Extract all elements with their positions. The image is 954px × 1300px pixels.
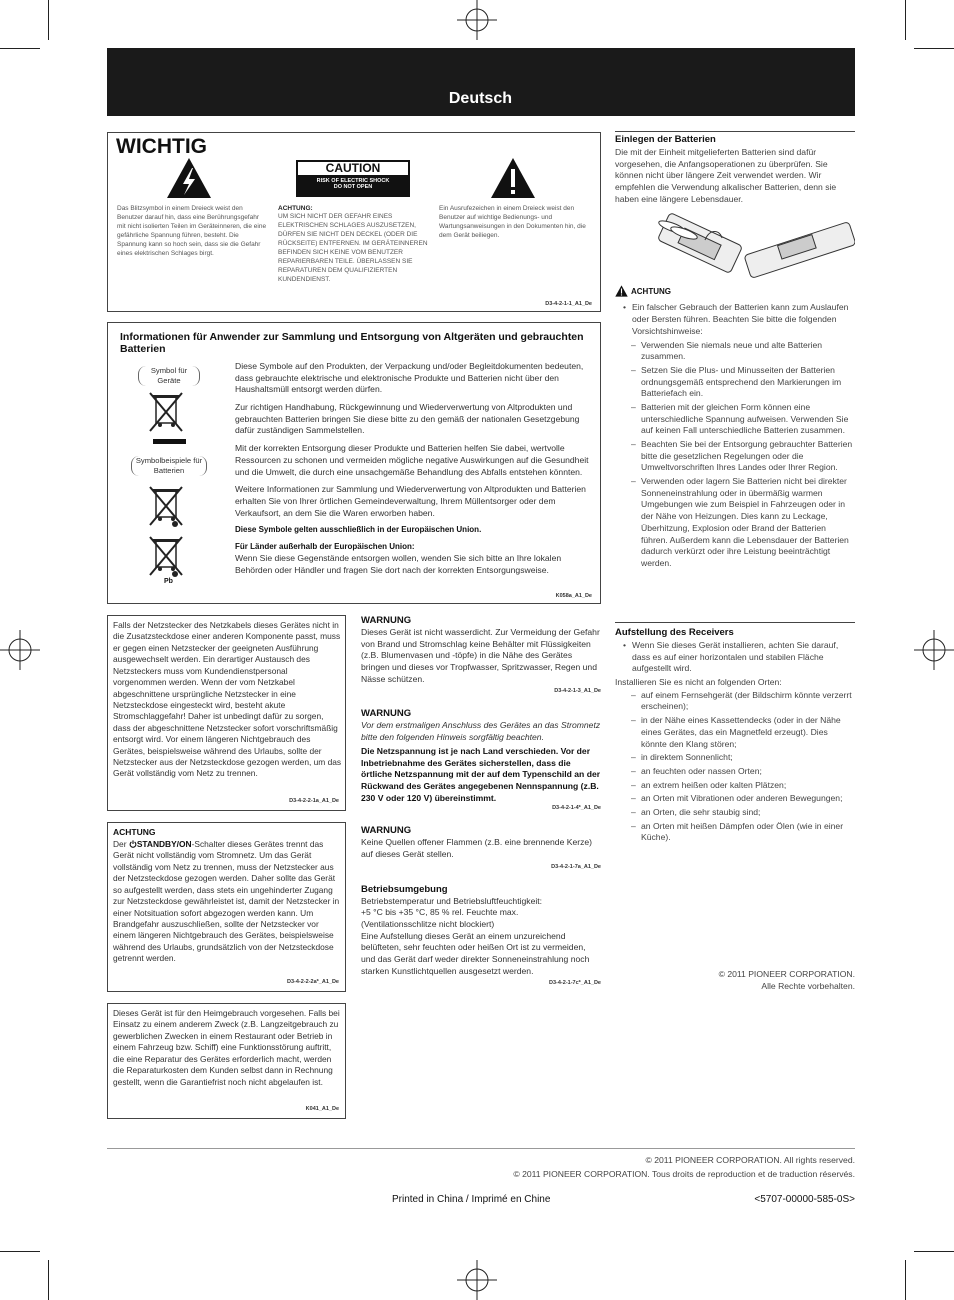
receiver-item: – an extrem heißen oder kalten Plätzen; [631,780,855,792]
symbol-batteries-text: Symbolbeispiele für Batterien [135,456,203,475]
receiver-title: Aufstellung des Receivers [615,627,734,638]
wichtig-code: D3-4-2-1-1_A1_De [545,301,592,307]
plug-text: Falls der Netzstecker des Netzkabels dieses Gerätes nicht in die Zusatzsteckdose einer anderen Komponente passt, muss er gegen einen Netzstecker der geeigneten Ausführung ausgewechselt werden. Ein derartiger Austausch des Netzsteckers muss vom Kundendienstpersonal vorgenommen werden. Wenn der vom Netzkabel abgeschnittene ursprüngliche Netzstecker in eine Netzsteckdose eingesteckt wird, besteht akute Stromschlaggefahr! Daher ist unbedingt dafür zu sorgen, dass der abgeschnittene Netzstecker sofort vorschriftsmäßig entsorgt wird. Vor einem längeren Nichtgebrauch des Gerätes, beispielsweise während des Urlaubs, sollte der Netzstecker aus der Netzsteckdose gezogen werden, um das Gerät vollständig vom Netz zu trennen. [113,620,342,779]
env-l2: +5 °C bis +35 °C, 85 % rel. Feuchte max. [361,907,519,918]
batteries-achtung: ACHTUNG [631,286,671,296]
copyright-right-l2: Alle Rechte vorbehalten. [761,980,855,991]
standby-code: D3-4-2-2-2a*_A1_De [287,979,339,985]
batteries-item: – Beachten Sie bei der Entsorgung gebrauchter Batterien bitte die gesetzlichen Regelungen oder die Umweltvorschriften Ihres Landes oder Ihrer Region. [631,439,855,474]
disposal-p2: Zur richtigen Handhabung, Rückgewinnung und Wiederverwertung von Altprodukten und gebrauchten Batterien bringen Sie diese bitte zu den gemäß der nationalen Gesetzgebung dafür zuständigen Sammelstellen. [235,402,580,436]
standby-text [113,839,343,965]
batteries-item: – Batterien mit der gleichen Form können eine unterschiedliche Spannung aufweisen. Verwenden Sie auf keinen Fall unterschiedliche Batterien zusammen. [631,402,855,437]
batteries-item: – Verwenden oder lagern Sie Batterien nicht bei direkter Sonneneinstrahlung oder in übermäßig warmen Umgebungen wie zum Beispiel in Fahrzeugen oder in der Nähe von Heizungen. Dies kann zu Leckage, Überhitzung, Explosion oder Brand der Batterien führen. Außerdem kann die Lebensdauer der Batterien dadurch verkürzt oder ihre Leistung beeinträchtigt werden. [631,476,855,570]
disposal-p6-title: Für Länder außerhalb der Europäischen Union: [235,542,415,552]
lightning-description: Das Blitzsymbol in einem Dreieck weist den Benutzer darauf hin, dass eine Berührungsgefahr mit nicht isolierten Teilen im Geräteinneren, die eine gefährliche Spannung führen, besteht. Die Spannung kann so hoch sein, dass sie die Gefahr eines elektrischen Schlages birgt. [117,205,267,257]
battery-insertion-illustration [615,213,855,283]
receiver-item: – an Orten mit heißen Dämpfen oder Ölen (wie in einer Küche). [631,821,855,844]
receiver-intro: Installieren Sie es nicht an folgenden Orten: [615,677,782,688]
registration-mark-bottom [457,1260,497,1300]
battery-bin-pb-icon [148,535,188,579]
disposal-text [235,361,592,576]
batteries-bullet: • Ein falscher Gebrauch der Batterien kann zum Auslaufen oder Bersten führen. Beachten Sie bitte die folgenden Vorsichtshinweise: [623,302,855,337]
home-use-code: K041_A1_De [305,1106,339,1112]
footer-l2: © 2011 PIONEER CORPORATION. Tous droits de reproduction et de traduction réservés. [513,1168,855,1179]
footer-rule [107,1148,855,1149]
registration-mark-top [457,0,497,40]
warn1-title: WARNUNG [361,615,412,626]
env-l3: (Ventilationsschlitze nicht blockiert) [361,919,495,929]
disposal-p3: Mit der korrekten Entsorgung dieser Produkte und Batterien helfen Sie dabei, wertvolle Ressourcen zu schonen und vermeiden mögliche negative Auswirkungen auf die Gesundheit und die Umwelt, die durch eine unsachgemäße Behandlung des Abfalls entstehen könnten. [235,443,589,477]
part-code: <5707-00000-585-0S> [754,1194,855,1205]
env-title: Betriebsumgebung [361,883,448,895]
symbol-devices-label [138,366,200,386]
language-title: Deutsch [448,90,512,107]
lightning-warning-icon [166,157,212,199]
registration-mark-left [0,630,40,670]
disposal-box [107,322,601,604]
warn3-text: Keine Quellen offener Flammen (z.B. eine brennende Kerze) auf dieses Gerät stellen. [361,837,593,859]
plug-box [107,615,346,811]
warn3-code: D3-4-2-1-7a_A1_De [551,863,601,870]
disposal-p1: Diese Symbole auf den Produkten, der Verpackung und/oder Begleitdokumenten bedeuten, dass gebrauchte elektrische und elektronische Produkte und Batterien nicht über den Haushaltsmüll entsorgt werden dürfen. [235,361,584,395]
receiver-item: – an feuchten oder nassen Orten; [631,766,855,778]
receiver-section [615,627,855,846]
standby-body: -Schalter dieses Gerätes trennt das Gerät nicht vollständig vom Stromnetz. Um das Gerät vollständig vom Netz zu trennen, muss der Netzstecker aus der Netzsteckdose gezogen werden. Daher sollte das Gerät so aufgestellt werden, dass stets ein ungehinderter Zugang zur Netzsteckdose gewährleistet ist, damit der Netzstecker in einer Notsituation sofort abgezogen werden kann. Um Brandgefahr auszuschließen, sollte der Netzstecker vor einem längeren Nichtgebrauch des Gerätes, beispielsweise während des Urlaubs, grundsätzlich von der Netzsteckdose getrennt werden. [113,839,340,964]
copyright-right-l1: © 2011 PIONEER CORPORATION. [718,969,855,979]
caution-title: CAUTION [298,162,408,175]
receiver-item: – auf einem Fernsehgerät (der Bildschirm könnte verzerrt erscheinen); [631,690,855,713]
home-use-text: Dieses Gerät ist für den Heimgebrauch vorgesehen. Falls bei Einsatz zu einem anderem Zweck (z.B. Langzeitgebrauch zu gewerblichen Zwecken in einem Restaurant oder Betrieb in einem Fahrzeug bzw. Schiff) eine Funktionsstörung auftritt, die eine Reparatur des Gerätes erforderlich macht, werden die Reparaturkosten dem Kunden selbst dann in Rechnung gestellt, wenn die Garantiefrist noch nicht abgelaufen ist. [113,1008,340,1087]
achtung-label: ACHTUNG: [278,205,313,212]
standby-bold: STANDBY/ON [136,839,192,849]
middle-column [361,615,601,986]
caution-sub1: RISK OF ELECTRIC SHOCK [316,178,390,184]
right-top-rule [615,131,855,132]
power-icon [129,840,137,848]
warning-icon [615,285,628,297]
warn2-code: D3-4-2-1-4*_A1_De [552,805,601,812]
receiver-item: – an Orten, die sehr staubig sind; [631,807,855,819]
home-use-box [107,1003,346,1119]
env-code: D3-4-2-1-7c*_A1_De [549,980,601,987]
standby-pre: Der [113,839,127,849]
receiver-rule [615,622,855,623]
standby-box [107,822,346,992]
right-column [615,134,855,572]
symbol-batteries-label [131,456,207,476]
registration-mark-right [914,630,954,670]
wichtig-title: WICHTIG [116,135,207,158]
batteries-list [631,340,855,570]
batteries-item: – Verwenden Sie niemals neue und alte Batterien zusammen. [631,340,855,363]
receiver-bullet: • Wenn Sie dieses Gerät installieren, achten Sie darauf, dass es auf einer horizontalen und stabilen Fläche aufgestellt wird. [623,640,855,675]
warn2-bold: Die Netzspannung ist je nach Land verschieden. Vor der Inbetriebnahme des Gerätes sicherstellen, dass die örtliche Netzspannung mit der auf dem Typenschild an der Rückwand des Gerätes angegebenen Nennspannung (z.B. 230 V oder 120 V) übereinstimmt. [361,745,601,803]
caution-label [296,160,410,197]
batteries-item: – Setzen Sie die Plus- und Minusseiten der Batterien ordnungsgemäß entsprechend den Markierungen im Batteriefach ein. [631,365,855,400]
plug-code: D3-4-2-2-1a_A1_De [289,798,339,804]
footer-l1: © 2011 PIONEER CORPORATION. All rights reserved. [645,1155,855,1165]
batteries-text: Die mit der Einheit mitgelieferten Batterien sind dafür vorgesehen, die Anfangsoperationen zu überprüfen. Sie können nicht über längere Zeit verwendet werden. Wir empfehlen die Verwendung alkalischer Batterien, denn sie haben eine längere Lebensdauer. [615,147,837,204]
batteries-achtung-row [615,285,855,297]
footer-copyright [513,1154,855,1182]
wheelie-bin-icon [148,391,184,437]
env-l1: Betriebstemperatur und Betriebsluftfeuchtigkeit: [361,895,543,906]
disposal-title: Informationen für Anwender zur Sammlung und Entsorgung von Altgeräten und gebrauchten Batterien [120,331,584,356]
header-bar [107,48,855,116]
disposal-p5: Diese Symbole gelten ausschließlich in der Europäischen Union. [235,525,482,535]
warn1-text: Dieses Gerät ist nicht wasserdicht. Zur Vermeidung der Gefahr von Brand und Stromschlag keine Behälter mit Flüssigkeiten (z.B. Blumenvasen und -töpfe) in die Nähe des Gerätes bringen und dieses vor Tropfwasser, Spritzwasser, Regen und Nässe schützen. [361,627,600,684]
exclamation-description: Ein Ausrufezeichen in einem Dreieck weist den Benutzer auf wichtige Bedienungs- und Wartungsanweisungen in den Dokumenten hin, die dem Gerät beiliegen. [439,205,586,239]
env-text: Eine Aufstellung dieses Gerät an einem unzureichend belüfteten, sehr feuchten oder heißen Ort ist zu vermeiden, und das Gerät darf weder direkter Sonneneinstrahlung noch starken Kunstlichtquellen ausgesetzt werden. [361,930,590,976]
receiver-item: – in der Nähe eines Kassettendecks (oder in der Nähe eines Gerätes, das ein Magnetfeld erzeugt). Dies könnte den Klang stören; [631,715,855,750]
copyright-right [719,969,855,993]
receiver-item: – in direktem Sonnenlicht; [631,752,855,764]
warn2-italic: Vor dem erstmaligen Anschluss des Gerätes an das Stromnetz bitte den folgenden Hinweis sorgfältig beachten. [361,720,601,743]
batteries-title: Einlegen der Batterien [615,134,716,145]
exclamation-warning-icon [490,157,536,199]
receiver-list [631,690,855,844]
disposal-code: K058a_A1_De [555,593,592,599]
printed-in: Printed in China / Imprimé en Chine [392,1194,551,1205]
warn1-code: D3-4-2-1-3_A1_De [554,688,601,695]
standby-title: ACHTUNG [113,827,156,837]
battery-bin-icon [148,485,188,529]
disposal-p6: Wenn Sie diese Gegenstände entsorgen wollen, wenden Sie sich bitte an Ihre lokalen Behörden oder Händler und fragen Sie dort nach der korrekten Entsorgungsweise. [235,553,562,575]
disposal-p4: Weitere Informationen zur Sammlung und Wiederverwertung von Altprodukten und Batterien erhalten Sie von Ihrer örtlichen Gemeindeverwaltung, Ihrem Müllentsorger oder dem Verkaufsort, an dem Sie die Waren erworben haben. [235,484,586,518]
achtung-description: UM SICH NICHT DER GEFAHR EINES ELEKTRISCHEN SCHLAGES AUSZUSETZEN, DÜRFEN SIE NICHT DEN DECKEL (ODER DIE RÜCKSEITE) ENTFERNEN. IM GERÄTEINNEREN BEFINDEN SICH KEINE VOM BENUTZER REPARIERBAREN TEILE. ÜBERLASSEN SIE REPARATUREN DEM QUALIFIZIERTEN KUNDENDIENST. [278,213,428,283]
pb-label: Pb [164,578,173,585]
wichtig-box [107,132,601,312]
bin-underline-bar [153,439,186,444]
caution-sub2: DO NOT OPEN [333,184,373,190]
warn2-title: WARNUNG [361,708,412,720]
warn3-title: WARNUNG [361,825,412,837]
symbol-devices-text: Symbol für Geräte [150,366,188,385]
receiver-item: – an Orten mit Vibrationen oder anderen Bewegungen; [631,793,855,805]
